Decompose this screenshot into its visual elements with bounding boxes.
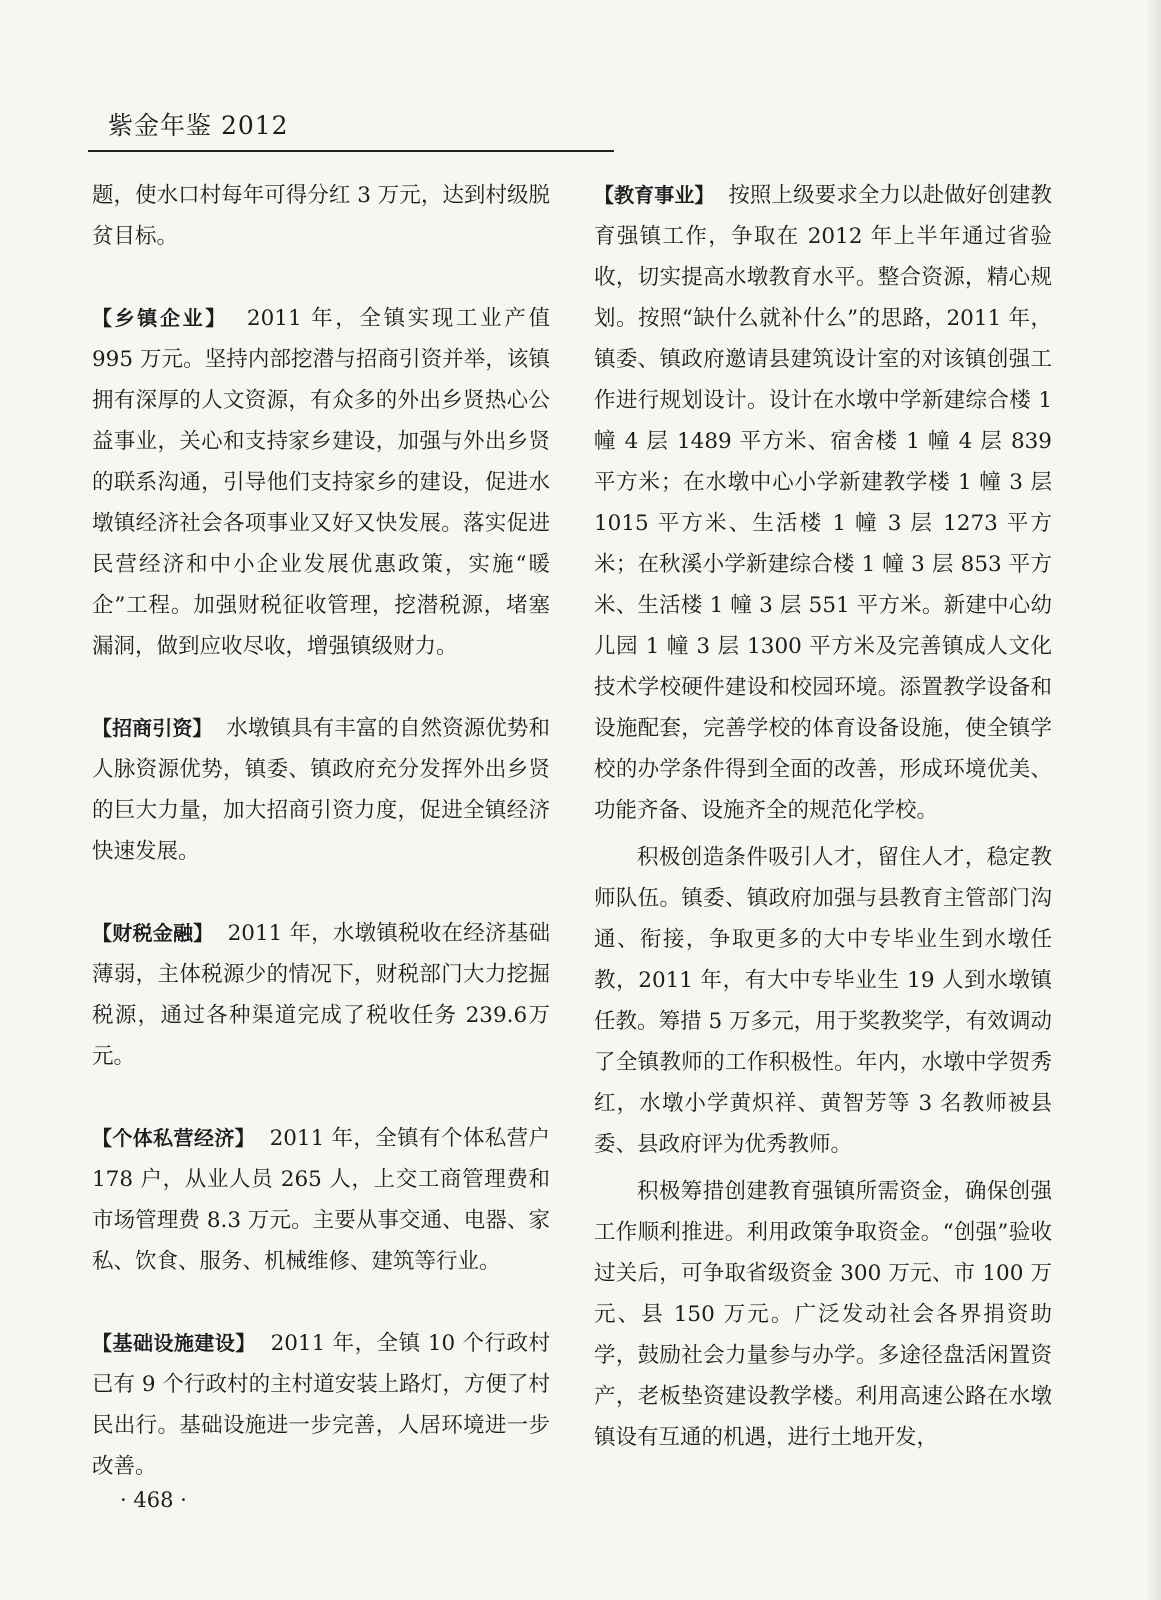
section-tag: 【基础设施建设】 <box>92 1331 256 1355</box>
section-text: 2011 年，全镇有个体私营户 178 户，从业人员 265 人，上交工商管理费和市场管理费 8.3 万元。主要从事交通、电器、家私、饮食、服务、机械维修、建筑等行业。 <box>92 1126 550 1274</box>
section-text: 按照上级要求全力以赴做好创建教育强镇工作，争取在 2012 年上半年通过省验收，切实提高水墩教育水平。整合资源，精心规划。按照“缺什么就补什么”的思路，2011 年，镇委、镇政府邀请县建筑设计室的对该镇创强工作进行规划设计。设计在水墩中学新建综合楼 1 幢 4 层 1489 平方米、宿舍楼 1 幢 4 层 839 平方米；在水墩中心小学新建教学楼 1 幢 3 层 1015 平方米、生活楼 1 幢 3 层 1273 平方米；在秋溪小学新建综合楼 1 幢 3 层 853 平方米、生活楼 1 幢 3 层 551 平方米。新建中心幼儿园 1 幢 3 层 1300 平方米及完善镇成人文化技术学校硬件建设和校园环境。添置教学设备和设施配套，完善学校的体育设备设施，使全镇学校的办学条件得到全面的改善，形成环境优美、功能齐备、设施齐全的规范化学校。 <box>594 183 1052 823</box>
section-text: 2011 年，全镇实现工业产值 995 万元。坚持内部挖潜与招商引资并举，该镇拥有深厚的人文资源，有众多的外出乡贤热心公益事业，关心和支持家乡建设，加强与外出乡贤的联系沟通，引导他们支持家乡的建设，促进水墩镇经济社会各项事业又好又快发展。落实促进民营经济和中小企业发展优惠政策，实施“暖企”工程。加强财税征收管理，挖潜税源，堵塞漏洞，做到应收尽收，增强镇级财力。 <box>92 306 550 659</box>
section-tag: 【个体私营经济】 <box>92 1126 256 1150</box>
body-paragraph: 积极筹措创建教育强镇所需资金，确保创强工作顺利推进。利用政策争取资金。“创强”验收过关后，可争取省级资金 300 万元、市 100 万元、县 150 万元。广泛发动社会各界捐资助学，鼓励社会力量参与办学。多途径盘活闲置资产，老板垫资建设教学楼。利用高速公路在水墩镇设有互通的机遇，进行土地开发， <box>594 1179 1052 1450</box>
page-number: · 468 · <box>120 1488 187 1512</box>
header-rule <box>88 150 614 152</box>
section-township-enterprises <box>92 298 550 667</box>
continuation-paragraph: 题，使水口村每年可得分红 3 万元，达到村级脱贫目标。 <box>92 183 550 249</box>
section-investment-attraction <box>92 708 550 872</box>
section-tag: 【财税金融】 <box>92 921 214 945</box>
left-column <box>92 175 550 1487</box>
body-paragraph: 积极创造条件吸引人才，留住人才，稳定教师队伍。镇委、镇政府加强与县教育主管部门沟通、衔接，争取更多的大中专毕业生到水墩任教，2011 年，有大中专毕业生 19 人到水墩镇任教。筹措 5 万多元，用于奖教奖学，有效调动了全镇教师的工作积极性。年内，水墩中学贺秀红，水墩小学黄炽祥、黄智芳等 3 名教师被县委、县政府评为优秀教师。 <box>594 845 1052 1157</box>
section-infrastructure <box>92 1323 550 1487</box>
right-column <box>594 175 1052 1458</box>
section-education <box>594 175 1052 831</box>
section-finance-tax <box>92 913 550 1077</box>
section-private-economy <box>92 1118 550 1282</box>
section-tag: 【招商引资】 <box>92 716 213 740</box>
section-text: 水墩镇具有丰富的自然资源优势和人脉资源优势，镇委、镇政府充分发挥外出乡贤的巨大力量，加大招商引资力度，促进全镇经济快速发展。 <box>92 716 550 864</box>
section-tag: 【教育事业】 <box>594 183 715 207</box>
section-text: 2011 年，全镇 10 个行政村已有 9 个行政村的主村道安装上路灯，方便了村民出行。基础设施进一步完善，人居环境进一步改善。 <box>92 1331 551 1479</box>
section-text: 2011 年，水墩镇税收在经济基础薄弱，主体税源少的情况下，财税部门大力挖掘税源，通过各种渠道完成了税收任务 239.6万元。 <box>92 921 551 1069</box>
page-edge-shadow <box>1145 0 1161 1600</box>
running-header-title: 紫金年鉴 2012 <box>108 111 289 140</box>
section-tag: 【乡镇企业】 <box>92 306 228 330</box>
